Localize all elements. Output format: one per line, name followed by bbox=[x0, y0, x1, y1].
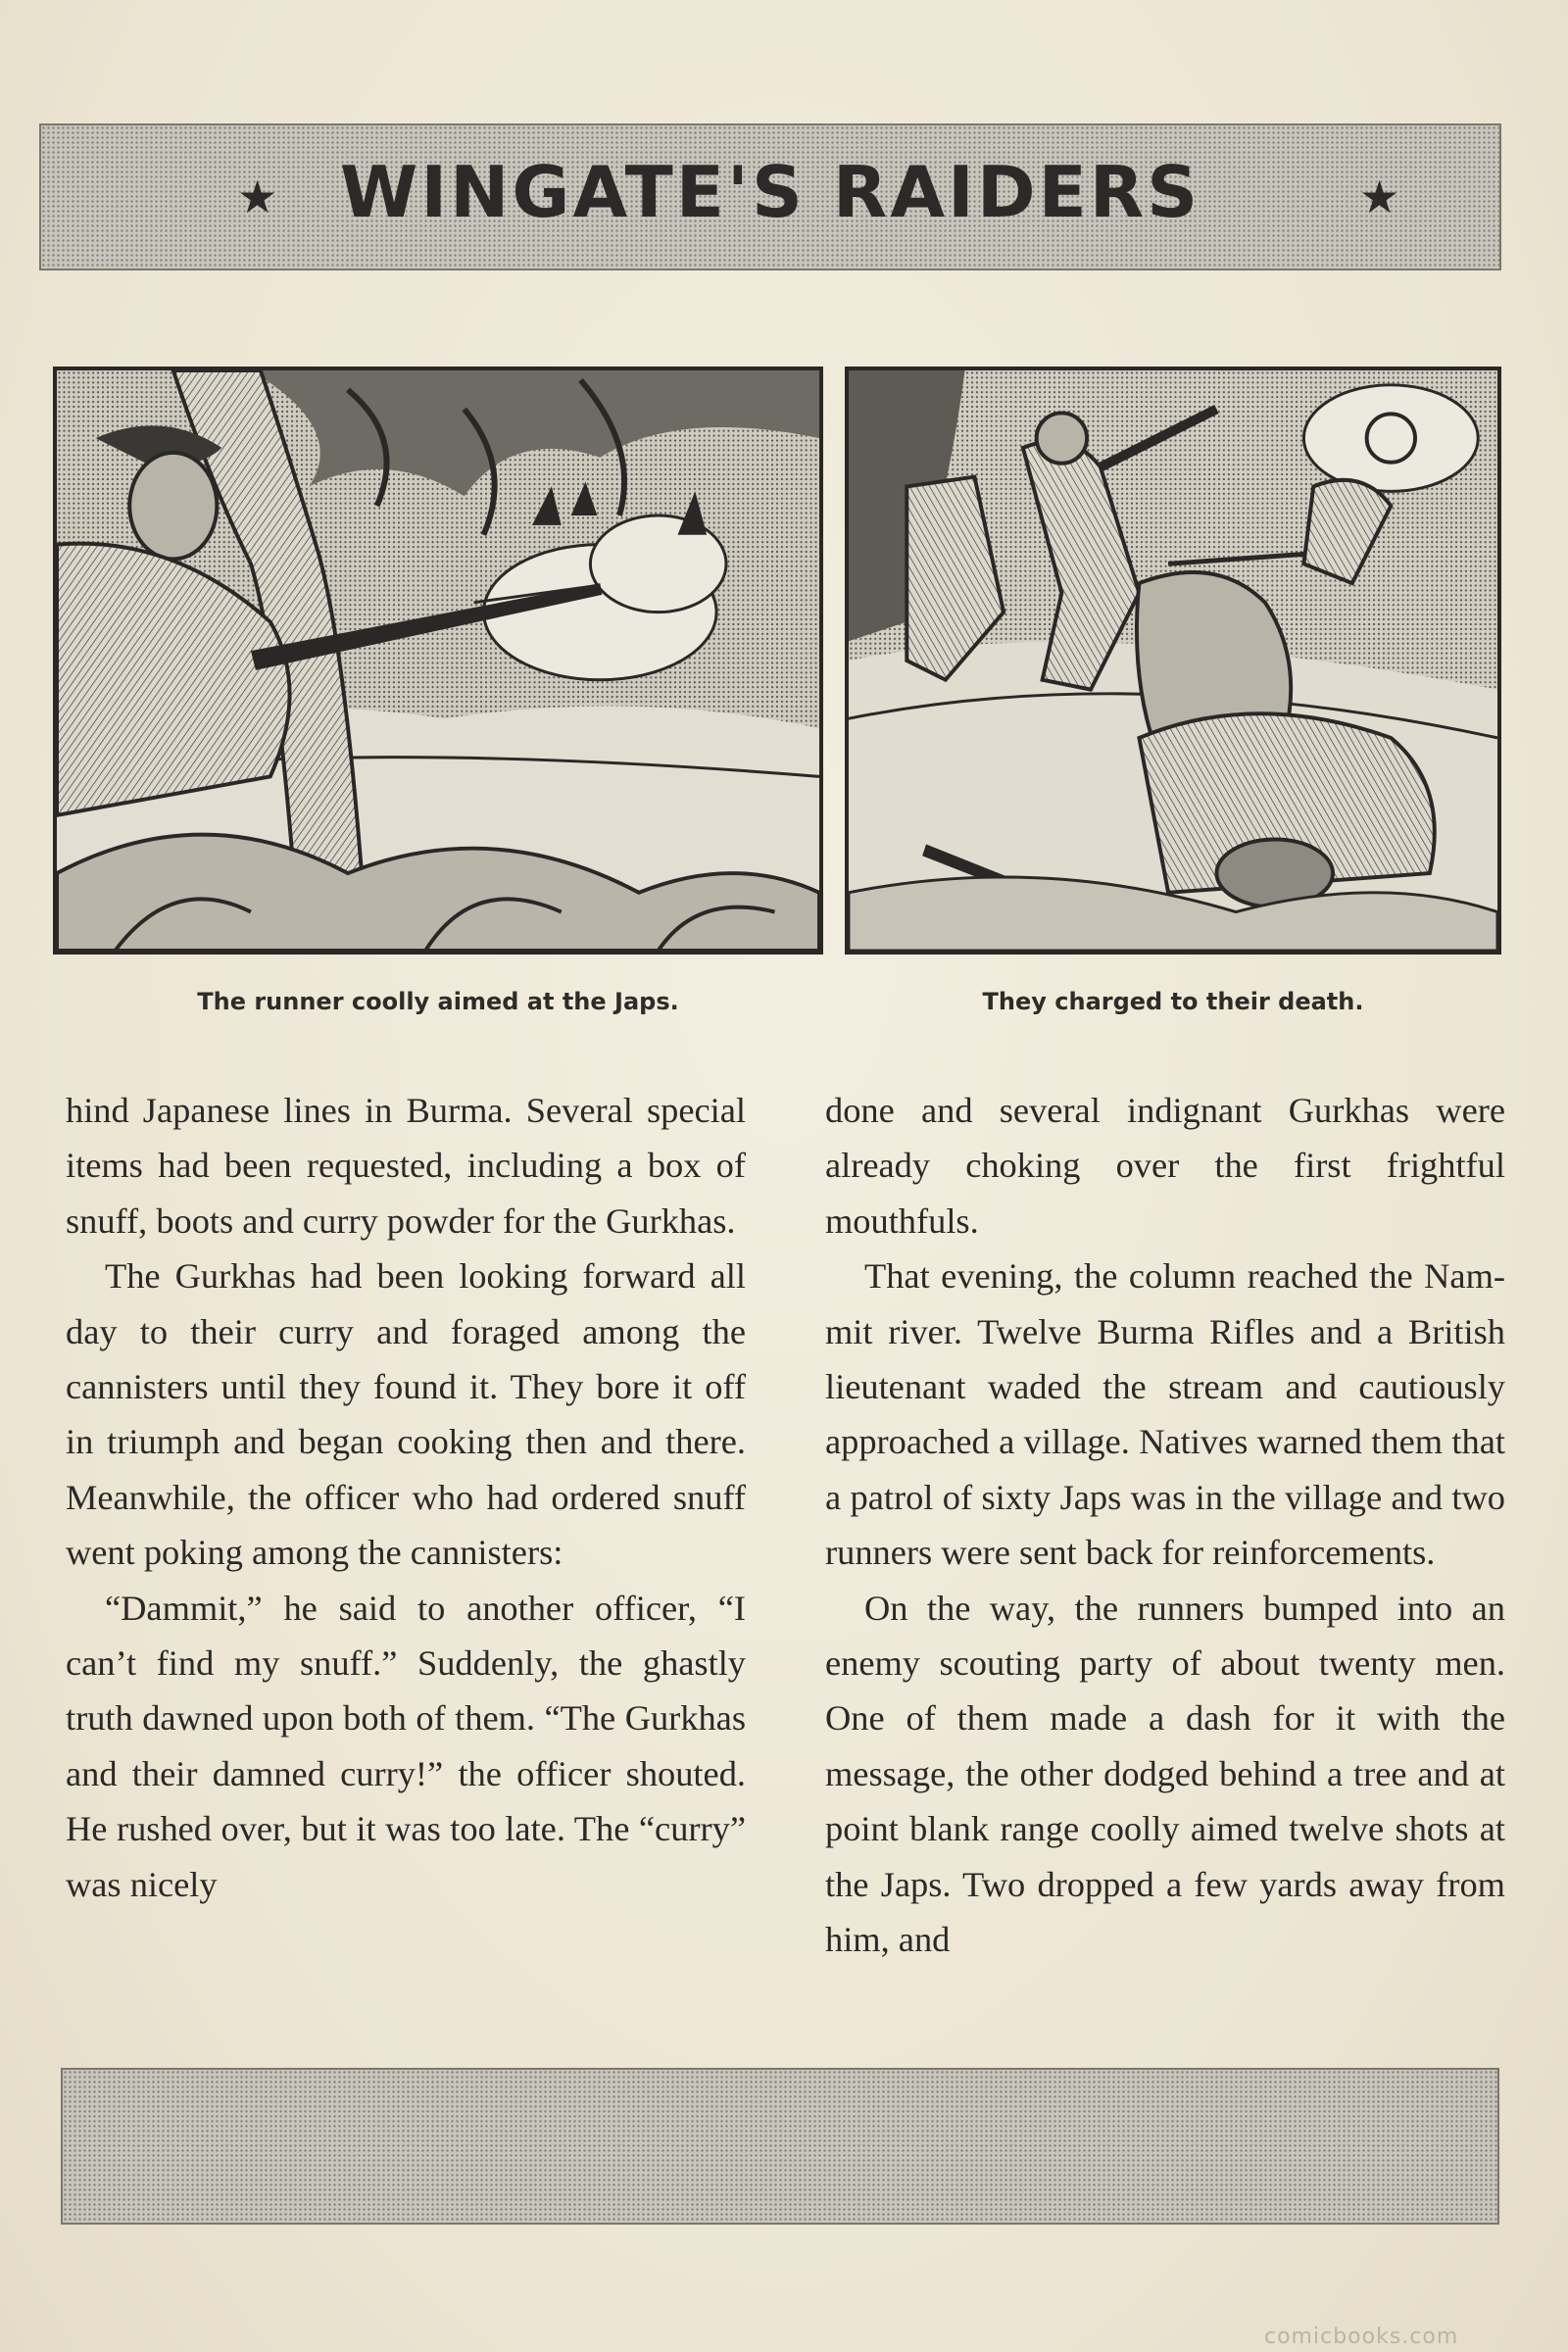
star-icon: ★ bbox=[1359, 171, 1400, 223]
footer-halftone-box bbox=[61, 2068, 1499, 2225]
illustration-panel-charge bbox=[845, 367, 1501, 955]
article-paragraph: hind Japanese lines in Burma. Several special items had been requested, including a box of snuff, boots and curry powder for the Gurkhas. bbox=[66, 1091, 746, 1241]
panel-caption: The runner coolly aimed at the Japs. bbox=[197, 988, 679, 1015]
article-column-right bbox=[825, 1083, 1505, 1968]
article-column-left bbox=[66, 1083, 746, 1912]
panel-caption: They charged to their death. bbox=[982, 988, 1364, 1015]
article-paragraph: The Gurkhas had been looking forward all day to their curry and foraged among the cannisters until they found it. They bore it off in triumph and began cooking then and there. Meanwhile, the officer who had ordered snuff went poking among the cannisters: bbox=[66, 1256, 746, 1573]
title-banner bbox=[39, 123, 1501, 270]
article-paragraph: “Dammit,” he said to another officer, “I can’t find my snuff.” Suddenly, the ghastly truth dawned upon both of them. “The Gurkhas and their damned curry!” the officer shouted. He rushed over, but it was too late. The “curry” was nicely bbox=[66, 1588, 746, 1904]
watermark: comicbooks.com bbox=[1264, 2325, 1459, 2349]
illustration-panel-runner bbox=[53, 367, 823, 955]
runner-illustration bbox=[57, 370, 819, 951]
article-paragraph: done and several indignant Gurkhas were already choking over the first frightful mouthfuls. bbox=[825, 1091, 1505, 1241]
article-paragraph: That evening, the column reached the Nam-mit river. Twelve Burma Rifles and a British lieutenant waded the stream and cautiously approached a village. Natives warned them that a patrol of sixty Japs was in the village and two runners were sent back for reinforcements. bbox=[825, 1256, 1505, 1573]
charge-illustration bbox=[849, 370, 1497, 951]
page-title: WINGATE'S RAIDERS bbox=[339, 151, 1201, 233]
article-paragraph: On the way, the runners bumped into an enemy scouting party of about twenty men. One of them made a dash for it with the message, the other dodged behind a tree and at point blank range coolly aimed twelve shots at the Japs. Two dropped a few yards away from him, and bbox=[825, 1588, 1505, 1960]
star-icon: ★ bbox=[237, 171, 278, 223]
